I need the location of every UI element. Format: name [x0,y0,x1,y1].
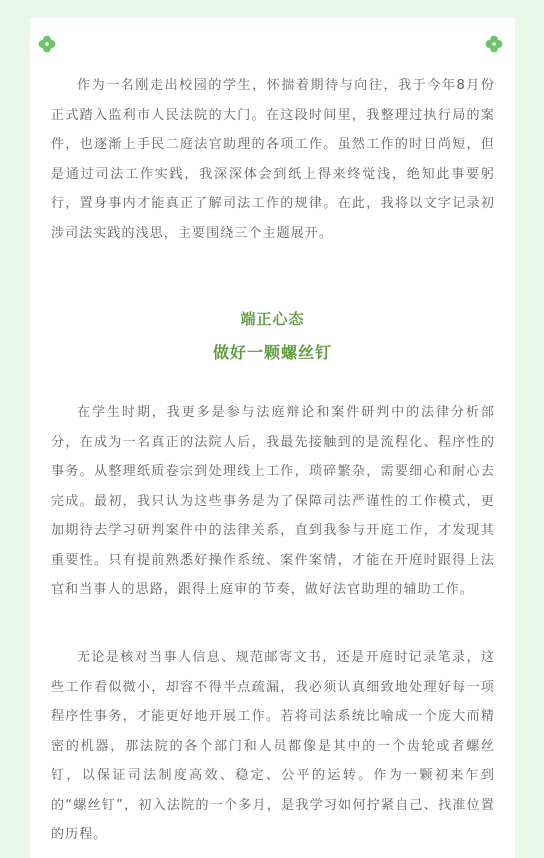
clover-icon [485,35,503,53]
article-page [30,18,515,858]
section-subtitle: 做好一颗螺丝钉 [212,343,332,362]
clover-icon [38,35,56,53]
body-paragraph: 在学生时期，我更多是参与法庭辩论和案件研判中的法律分析部分，在成为一名真正的法院人后，我最先接触到的是流程化、程序性的事务。从整理纸质卷宗到处理线上工作，琐碎繁杂，需要细心和耐心去完成。最初，我只认为这些事务是为了保障司法严谨性的工作模式，更加期待去学习研判案件中的法律关系，直到我参与开庭工作，才发现其重要性。只有提前熟悉好操作系统、案件案情，才能在开庭时跟得上法官和当事人的思路，跟得上庭审的节奏，做好法官助理的辅助工作。 [51,405,495,597]
section-title: 端正心态 [240,310,305,328]
body-paragraph: 无论是核对当事人信息、规范邮寄文书，还是开庭时记录笔录，这些工作看似微小，却容不得半点疏漏，我必须认真细致地处理好每一项程序性事务，才能更好地开展工作。若将司法系统比喻成一个庞大而精密的机器，那法院的各个部门和人员都像是其中的一个齿轮或者螺丝钉，以保证司法制度高效、稳定、公平的运转。作为一颗初来乍到的“螺丝钉”，初入法院的一个多月，是我学习如何拧紧自己、找准位置的历程。 [51,650,495,842]
intro-paragraph: 作为一名刚走出校园的学生，怀揣着期待与向往，我于今年8月份正式踏入监利市人民法院的大门。在这段时间里，我整理过执行局的案件，也逐渐上手民二庭法官助理的各项工作。虽然工作的时日尚短，但是通过司法工作实践，我深深体会到纸上得来终觉浅，绝知此事要躬行，置身事内才能真正了解司法工作的规律。在此，我将以文字记录初涉司法实践的浅思，主要围绕三个主题展开。 [51,78,495,241]
